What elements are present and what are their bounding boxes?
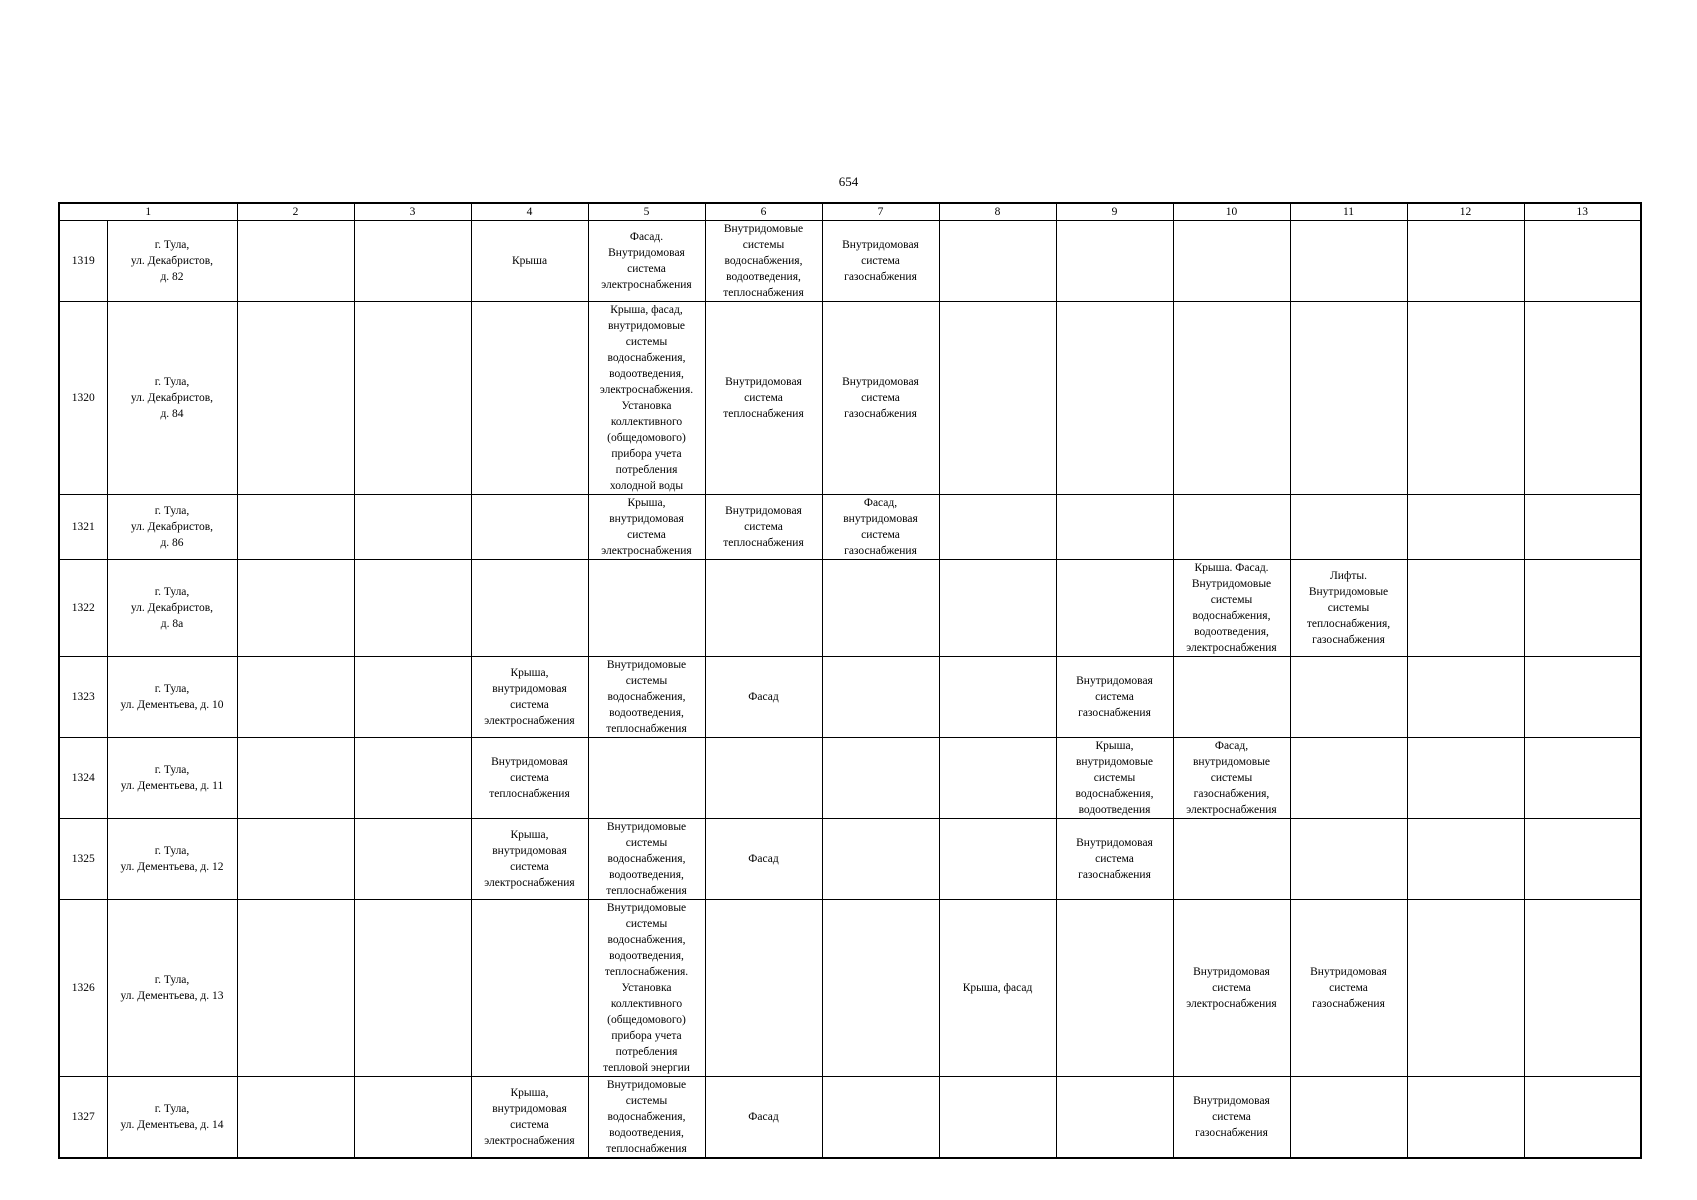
work-cell-5	[588, 738, 705, 819]
work-cell-3	[354, 1077, 471, 1159]
work-text: Внутридомовая система газоснабжения	[842, 239, 919, 283]
row-number-cell	[59, 560, 107, 657]
work-cell-11	[1290, 221, 1407, 302]
work-text: Внутридомовая система теплоснабжения	[723, 505, 804, 549]
address-text: г. Тула, ул. Декабристов, д. 82	[130, 239, 214, 283]
address-text: г. Тула, ул. Декабристов, д. 86	[130, 505, 214, 549]
work-cell-6	[705, 819, 822, 900]
work-cell-12	[1407, 495, 1524, 560]
work-cell-9	[1056, 302, 1173, 495]
work-cell-3	[354, 560, 471, 657]
work-text: Внутридомовая система газоснабжения	[842, 376, 919, 420]
work-cell-2	[237, 819, 354, 900]
work-text: Лифты. Внутридомовые системы теплоснабжения, газоснабжения	[1306, 570, 1391, 646]
work-text: Крыша, внутридомовая система электроснабжения	[484, 1087, 575, 1147]
work-cell-7	[822, 900, 939, 1077]
work-cell-8	[939, 302, 1056, 495]
work-cell-12	[1407, 221, 1524, 302]
work-cell-10	[1173, 221, 1290, 302]
work-cell-5	[588, 221, 705, 302]
address-cell	[107, 1077, 237, 1159]
work-cell-6	[705, 738, 822, 819]
address-text: г. Тула, ул. Дементьева, д. 11	[120, 764, 224, 792]
work-text: Крыша, фасад	[962, 982, 1033, 994]
work-text: Внутридомовая система газоснабжения	[1076, 837, 1153, 881]
column-header-7: 7	[822, 203, 939, 221]
work-cell-10	[1173, 657, 1290, 738]
work-cell-8	[939, 819, 1056, 900]
work-cell-4	[471, 738, 588, 819]
address-cell	[107, 738, 237, 819]
work-text: Фасад	[748, 691, 779, 703]
row-number: 1319	[71, 255, 95, 267]
work-text: Внутридомовая система газоснабжения	[1310, 966, 1387, 1010]
work-cell-12	[1407, 657, 1524, 738]
column-number-row	[59, 203, 1641, 221]
table-row	[59, 495, 1641, 560]
work-cell-2	[237, 1077, 354, 1159]
work-text: Внутридомовые системы водоснабжения, водоотведения, теплоснабжения	[723, 223, 804, 299]
work-cell-2	[237, 738, 354, 819]
work-cell-9	[1056, 1077, 1173, 1159]
work-cell-6	[705, 495, 822, 560]
work-cell-10	[1173, 738, 1290, 819]
work-cell-4	[471, 819, 588, 900]
table-body	[59, 221, 1641, 1159]
work-cell-13	[1524, 819, 1641, 900]
address-text: г. Тула, ул. Декабристов, д. 84	[130, 376, 214, 420]
work-cell-2	[237, 495, 354, 560]
work-text: Внутридомовая система газоснабжения	[1076, 675, 1153, 719]
work-cell-11	[1290, 819, 1407, 900]
work-cell-5	[588, 560, 705, 657]
work-cell-8	[939, 495, 1056, 560]
work-cell-12	[1407, 738, 1524, 819]
row-number: 1320	[71, 392, 95, 404]
work-cell-4	[471, 560, 588, 657]
row-number-cell	[59, 819, 107, 900]
address-cell	[107, 900, 237, 1077]
work-cell-2	[237, 302, 354, 495]
column-header-3: 3	[354, 203, 471, 221]
work-cell-13	[1524, 495, 1641, 560]
work-cell-10	[1173, 302, 1290, 495]
row-number: 1325	[71, 853, 95, 865]
work-cell-6	[705, 657, 822, 738]
work-cell-2	[237, 560, 354, 657]
column-header-6: 6	[705, 203, 822, 221]
address-cell	[107, 560, 237, 657]
work-cell-11	[1290, 302, 1407, 495]
work-cell-13	[1524, 302, 1641, 495]
row-number-cell	[59, 1077, 107, 1159]
row-number-cell	[59, 302, 107, 495]
work-cell-8	[939, 738, 1056, 819]
work-cell-5	[588, 900, 705, 1077]
row-number-cell	[59, 495, 107, 560]
work-cell-13	[1524, 657, 1641, 738]
work-cell-10	[1173, 1077, 1290, 1159]
work-cell-13	[1524, 221, 1641, 302]
work-text: Фасад	[748, 853, 779, 865]
table-row	[59, 1077, 1641, 1159]
row-number-cell	[59, 221, 107, 302]
work-cell-9	[1056, 495, 1173, 560]
work-text: Внутридомовые системы водоснабжения, водоотведения, теплоснабжения. Установка коллективного (общедомового) прибора учета потребления тепловой энергии	[603, 902, 690, 1074]
table-row	[59, 900, 1641, 1077]
work-cell-6	[705, 900, 822, 1077]
work-cell-7	[822, 302, 939, 495]
work-cell-6	[705, 302, 822, 495]
work-cell-8	[939, 657, 1056, 738]
work-text: Фасад. Внутридомовая система электроснабжения	[601, 231, 692, 291]
work-cell-3	[354, 819, 471, 900]
column-header-2: 2	[237, 203, 354, 221]
work-text: Крыша, внутридомовая система электроснабжения	[484, 667, 575, 727]
address-cell	[107, 495, 237, 560]
work-cell-11	[1290, 657, 1407, 738]
work-cell-9	[1056, 657, 1173, 738]
row-number: 1324	[71, 772, 95, 784]
work-text: Крыша, внутридомовая система электроснабжения	[484, 829, 575, 889]
work-text: Внутридомовые системы водоснабжения, водоотведения, теплоснабжения	[606, 1079, 687, 1155]
work-cell-10	[1173, 819, 1290, 900]
work-text: Внутридомовые системы водоснабжения, водоотведения, теплоснабжения	[606, 821, 687, 897]
work-cell-7	[822, 657, 939, 738]
work-cell-12	[1407, 1077, 1524, 1159]
work-cell-6	[705, 1077, 822, 1159]
work-cell-5	[588, 819, 705, 900]
row-number: 1322	[71, 602, 95, 614]
work-text: Внутридомовые системы водоснабжения, водоотведения, теплоснабжения	[606, 659, 687, 735]
work-text: Внутридомовая система теплоснабжения	[489, 756, 570, 800]
address-text: г. Тула, ул. Дементьева, д. 13	[120, 974, 224, 1002]
column-header-8: 8	[939, 203, 1056, 221]
row-number: 1323	[71, 691, 95, 703]
work-cell-7	[822, 1077, 939, 1159]
work-text: Внутридомовая система газоснабжения	[1193, 1095, 1270, 1139]
work-text: Крыша	[511, 255, 548, 267]
work-cell-4	[471, 221, 588, 302]
row-number-cell	[59, 657, 107, 738]
work-cell-8	[939, 1077, 1056, 1159]
work-cell-2	[237, 221, 354, 302]
repair-schedule-table	[58, 202, 1642, 1159]
work-cell-6	[705, 221, 822, 302]
address-text: г. Тула, ул. Дементьева, д. 14	[120, 1103, 224, 1131]
address-cell	[107, 657, 237, 738]
work-cell-5	[588, 1077, 705, 1159]
work-cell-4	[471, 657, 588, 738]
work-text: Крыша, внутридомовая система электроснабжения	[601, 497, 692, 557]
table-row	[59, 302, 1641, 495]
address-cell	[107, 221, 237, 302]
work-cell-3	[354, 495, 471, 560]
column-header-13: 13	[1524, 203, 1641, 221]
work-cell-7	[822, 221, 939, 302]
row-number-cell	[59, 738, 107, 819]
work-cell-13	[1524, 900, 1641, 1077]
column-header-10: 10	[1173, 203, 1290, 221]
work-cell-2	[237, 657, 354, 738]
work-text: Фасад	[748, 1111, 779, 1123]
work-cell-7	[822, 738, 939, 819]
table-row	[59, 221, 1641, 302]
work-cell-9	[1056, 819, 1173, 900]
work-cell-11	[1290, 560, 1407, 657]
work-cell-9	[1056, 900, 1173, 1077]
work-cell-8	[939, 900, 1056, 1077]
work-cell-7	[822, 495, 939, 560]
work-cell-3	[354, 302, 471, 495]
work-cell-3	[354, 900, 471, 1077]
work-cell-9	[1056, 560, 1173, 657]
work-cell-4	[471, 1077, 588, 1159]
work-text: Крыша, внутридомовые системы водоснабжения, водоотведения	[1075, 740, 1154, 816]
column-header-9: 9	[1056, 203, 1173, 221]
address-text: г. Тула, ул. Дементьева, д. 10	[120, 683, 224, 711]
work-text: Внутридомовая система теплоснабжения	[723, 376, 804, 420]
address-cell	[107, 819, 237, 900]
row-number: 1327	[71, 1111, 95, 1123]
column-header-5: 5	[588, 203, 705, 221]
work-cell-13	[1524, 1077, 1641, 1159]
work-text: Фасад, внутридомовые системы газоснабжения, электроснабжения	[1186, 740, 1277, 816]
table-row	[59, 657, 1641, 738]
work-cell-5	[588, 657, 705, 738]
column-header-11: 11	[1290, 203, 1407, 221]
work-cell-5	[588, 302, 705, 495]
address-cell	[107, 302, 237, 495]
table-row	[59, 819, 1641, 900]
work-cell-3	[354, 657, 471, 738]
work-cell-3	[354, 738, 471, 819]
work-cell-12	[1407, 819, 1524, 900]
work-text: Внутридомовая система электроснабжения	[1186, 966, 1277, 1010]
column-header-12: 12	[1407, 203, 1524, 221]
work-cell-7	[822, 560, 939, 657]
work-cell-4	[471, 900, 588, 1077]
table-row	[59, 738, 1641, 819]
page-number: 654	[838, 174, 859, 189]
work-cell-3	[354, 221, 471, 302]
work-cell-8	[939, 560, 1056, 657]
work-cell-11	[1290, 1077, 1407, 1159]
work-cell-2	[237, 900, 354, 1077]
work-cell-10	[1173, 900, 1290, 1077]
work-cell-10	[1173, 495, 1290, 560]
work-cell-13	[1524, 738, 1641, 819]
work-cell-6	[705, 560, 822, 657]
row-number: 1326	[71, 982, 95, 994]
work-cell-13	[1524, 560, 1641, 657]
work-cell-9	[1056, 738, 1173, 819]
work-text: Фасад, внутридомовая система газоснабжения	[843, 497, 918, 557]
column-header-1: 1	[59, 203, 237, 221]
address-text: г. Тула, ул. Декабристов, д. 8а	[130, 586, 214, 630]
work-cell-12	[1407, 302, 1524, 495]
table-row	[59, 560, 1641, 657]
work-cell-11	[1290, 495, 1407, 560]
row-number: 1321	[71, 521, 95, 533]
column-header-4: 4	[471, 203, 588, 221]
work-text: Крыша, фасад, внутридомовые системы водоснабжения, водоотведения, электроснабжения. Установка коллективного (общедомового) прибора учета потребления холодной воды	[599, 304, 694, 492]
row-number-cell	[59, 900, 107, 1077]
work-cell-12	[1407, 900, 1524, 1077]
work-cell-9	[1056, 221, 1173, 302]
work-cell-4	[471, 302, 588, 495]
work-cell-7	[822, 819, 939, 900]
work-cell-8	[939, 221, 1056, 302]
work-cell-11	[1290, 900, 1407, 1077]
work-cell-10	[1173, 560, 1290, 657]
work-text: Крыша. Фасад. Внутридомовые системы водоснабжения, водоотведения, электроснабжения	[1186, 562, 1277, 654]
work-cell-5	[588, 495, 705, 560]
address-text: г. Тула, ул. Дементьева, д. 12	[120, 845, 224, 873]
work-cell-4	[471, 495, 588, 560]
work-cell-11	[1290, 738, 1407, 819]
work-cell-12	[1407, 560, 1524, 657]
